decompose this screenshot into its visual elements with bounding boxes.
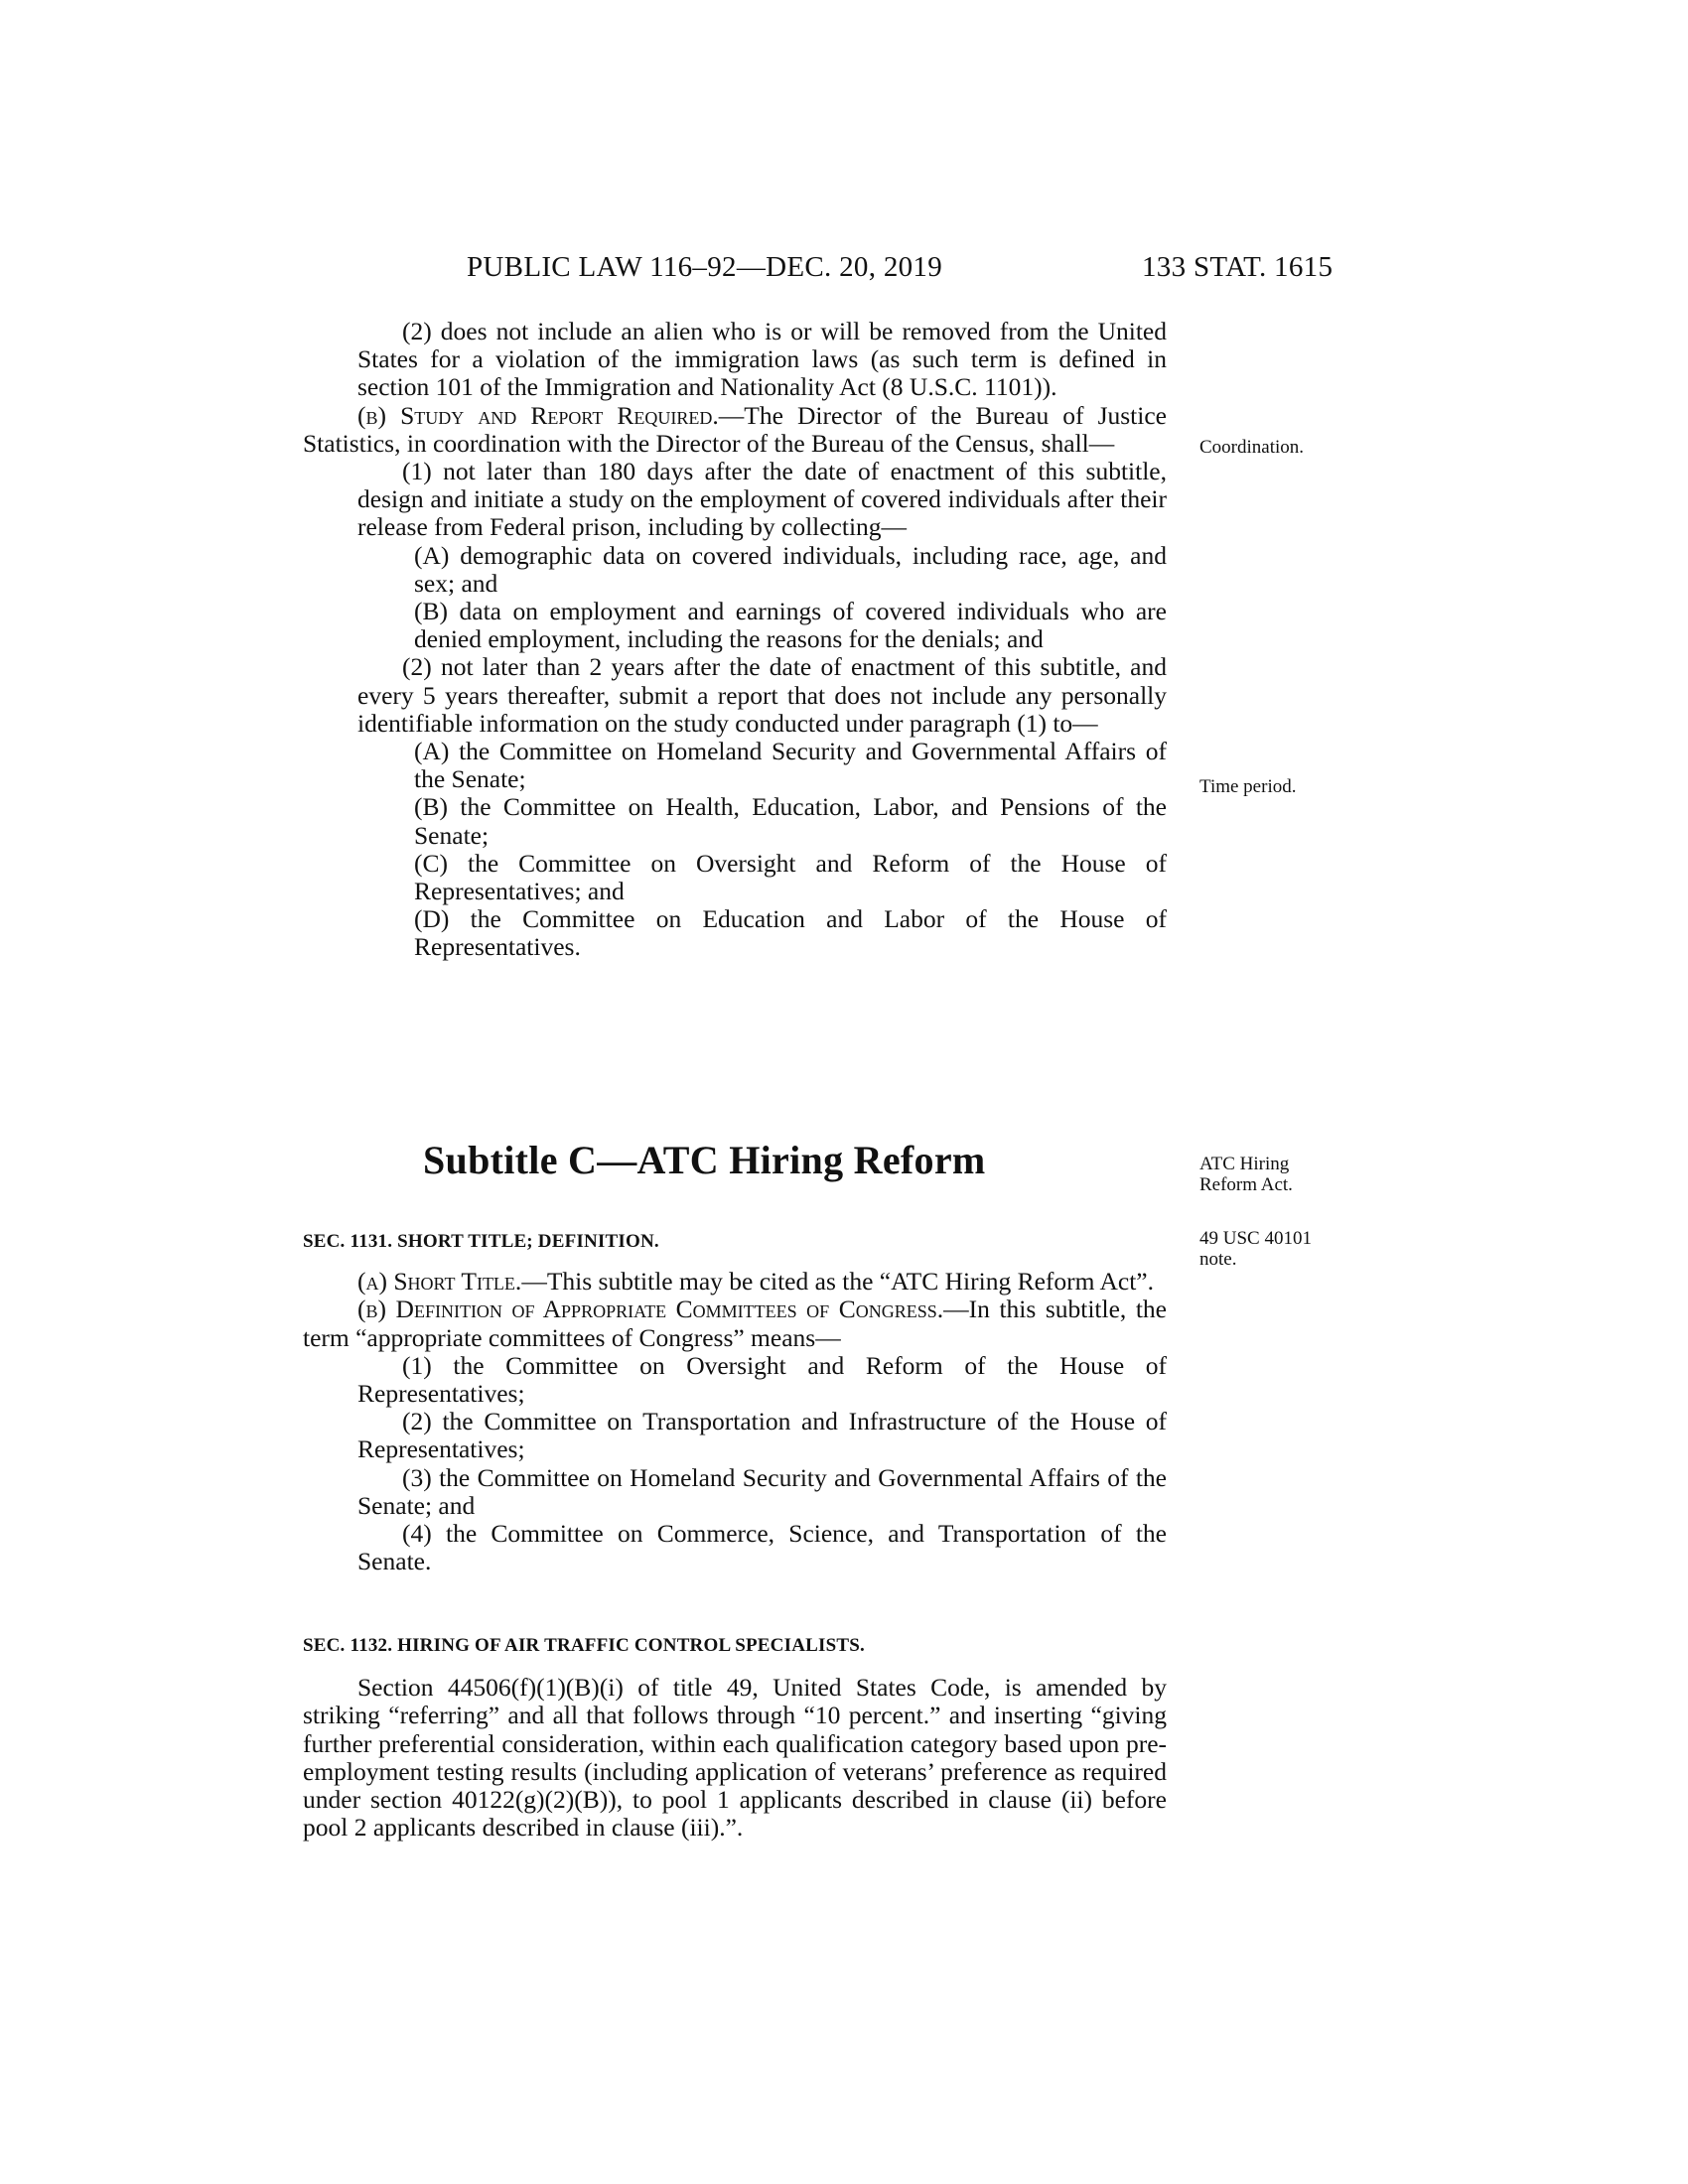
section-1131-heading: SEC. 1131. SHORT TITLE; DEFINITION.: [303, 1231, 659, 1252]
margin-note-atc-hiring: [1199, 1154, 1338, 1195]
subparagraph-a-demographic: (A) demographic data on covered individuals, including race, age, and sex; and: [414, 540, 1167, 598]
section-1132: [303, 1632, 1167, 1842]
subsection-a-text: —This subtitle may be cited as the “ATC Hiring Reform Act”.: [521, 1267, 1154, 1297]
subsection-b-study: [303, 402, 1167, 458]
margin-note-usc-line1: 49 USC 40101: [1199, 1228, 1312, 1249]
margin-note-atc-line2: Reform Act.: [1199, 1174, 1293, 1195]
subsection-b-definition-text: —In this subtitle, the term “appropriate committees of Congress” means—: [303, 1295, 1167, 1352]
paragraph-2-alien: (2) does not include an alien who is or will be removed from the United States for a violation of the immigration laws (as such term is defined in section 101 of the Immigration and Nationality Act (8 U.S.C. 1101)).: [357, 317, 1167, 402]
committee-health-education: (B) the Committee on Health, Education, Labor, and Pensions of the Senate;: [414, 792, 1167, 850]
definition-item-3: (3) the Committee on Homeland Security and Governmental Affairs of the Senate; and: [357, 1462, 1167, 1520]
margin-note-coordination: Coordination.: [1199, 437, 1305, 458]
margin-note-time-period: Time period.: [1199, 776, 1297, 797]
section-1132-text: Section 44506(f)(1)(B)(i) of title 49, United States Code, is amended by striking “referring” and all that follows through “10 percent.” and inserting “giving further preferential consideration, within each qualification category based upon pre-employment testing results (including application of veterans’ preference as required under section 40122(g)(2)(B)), to pool 1 applicants described in clause (ii) before pool 2 applicants described in clause (iii).”.: [303, 1673, 1167, 1843]
subtitle-heading: Subtitle C—ATC Hiring Reform: [423, 1138, 986, 1182]
paragraph-1-study: (1) not later than 180 days after the date of enactment of this subtitle, design and initiate a study on the employment of covered individuals after their release from Federal prison, including by collecting—: [357, 457, 1167, 542]
section-1131: [303, 1228, 1167, 1575]
section-continuation: [303, 318, 1167, 962]
running-header-page-number: 133 STAT. 1615: [1142, 251, 1334, 283]
subsection-b-definition-label: (b) Definition of Appropriate Committees of Congress.: [357, 1295, 944, 1324]
margin-note-usc-line2: note.: [1199, 1249, 1237, 1270]
subsection-a-short-title: [303, 1268, 1167, 1296]
subsection-b-text: —The Director of the Bureau of Justice Statistics, in coordination with the Director of the Bureau of the Census, shall—: [303, 400, 1167, 458]
section-1132-heading: SEC. 1132. HIRING OF AIR TRAFFIC CONTROL SPECIALISTS.: [303, 1635, 865, 1656]
definition-item-4: (4) the Committee on Commerce, Science, and Transportation of the Senate.: [357, 1519, 1167, 1576]
committee-education-labor: (D) the Committee on Education and Labor of the House of Representatives.: [414, 904, 1167, 962]
subparagraph-b-employment: (B) data on employment and earnings of covered individuals who are denied employment, including the reasons for the denials; and: [414, 597, 1167, 654]
subsection-b-label: (b) Study and Report Required.: [357, 400, 719, 430]
margin-note-usc: [1199, 1228, 1338, 1270]
margin-note-atc-line1: ATC Hiring: [1199, 1154, 1290, 1174]
definition-item-2: (2) the Committee on Transportation and Infrastructure of the House of Representatives;: [357, 1407, 1167, 1464]
committee-homeland-security: (A) the Committee on Homeland Security and Governmental Affairs of the Senate;: [414, 737, 1167, 794]
subsection-b-definition: [303, 1296, 1167, 1351]
subsection-a-label: (a) Short Title.: [357, 1267, 522, 1297]
paragraph-2-report: (2) not later than 2 years after the date of enactment of this subtitle, and every 5 years thereafter, submit a report that does not include any personally identifiable information on the study conducted under paragraph (1) to—: [357, 652, 1167, 738]
definition-item-1: (1) the Committee on Oversight and Reform of the House of Representatives;: [357, 1350, 1167, 1409]
running-header-title: PUBLIC LAW 116–92—DEC. 20, 2019: [467, 251, 943, 283]
committee-oversight-reform: (C) the Committee on Oversight and Reform of the House of Representatives; and: [414, 848, 1167, 906]
